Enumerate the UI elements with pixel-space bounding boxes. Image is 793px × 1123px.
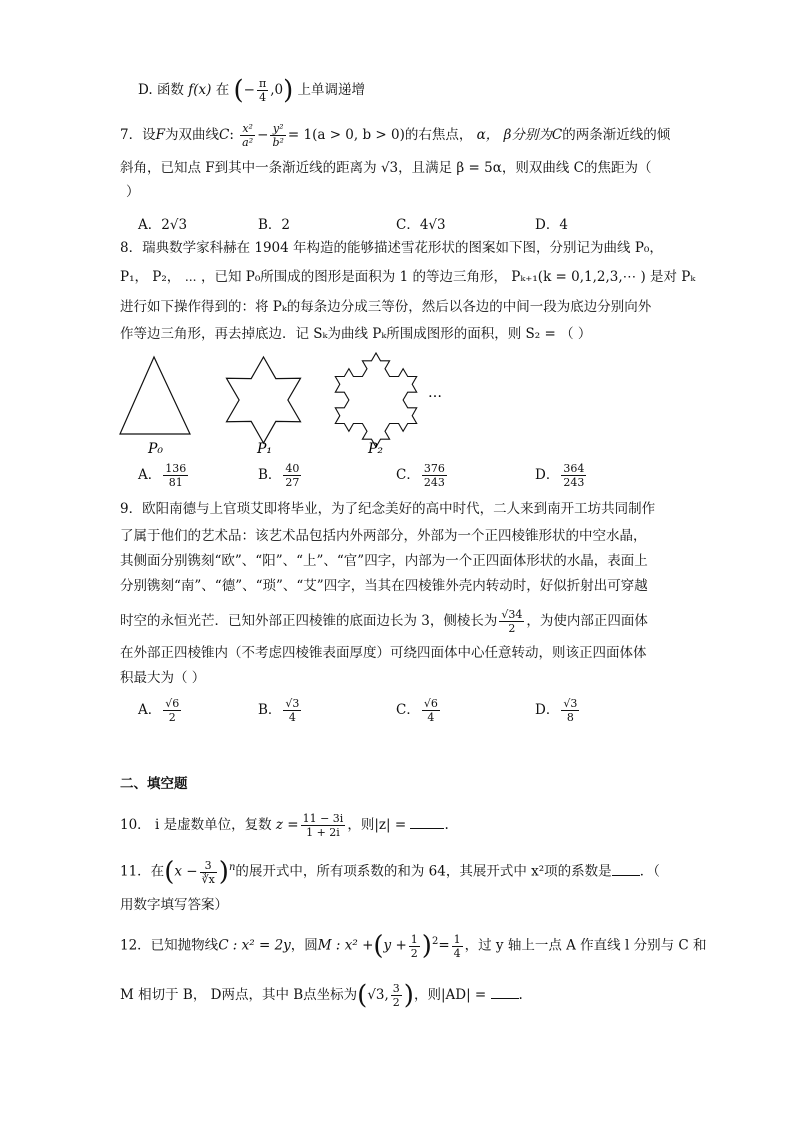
q9-option-b[interactable]: B． $\frac{√3}{4}$ (258, 697, 300, 724)
koch-label-p0: P₀ (148, 441, 164, 457)
q9-option-c[interactable]: C． $\frac{√6}{4}$ (396, 697, 438, 724)
q10-answer-blank[interactable] (410, 816, 444, 829)
koch-p2-shape (335, 353, 416, 447)
q9-line-3: 其侧面分别镌刻“欧”、“阳”、“上”、“官”四字，内部为一个正四面体形状的水晶，表面上 (120, 553, 648, 569)
q9-option-a[interactable]: A． $\frac{√6}{2}$ (138, 697, 180, 724)
section-fill-in-title: 二、填空题 (120, 776, 188, 792)
q9-line-4: 分别镌刻“南”、“德”、“琐”、“艾”四字，当其在四棱锥外壳内转动时，好似折射出可穿越 (120, 578, 648, 594)
q9-line-2: 了属于他们的艺术品：该艺术品包括内外两部分，外部为一个正四棱锥形状的中空水晶， (120, 528, 647, 544)
koch-label-p1: P₁ (257, 441, 273, 457)
koch-figure (110, 345, 470, 460)
q8-line-1: 8．瑞典数学家科赫在 1904 年构造的能够描述雪花形状的图案如下图，分别记为曲线 P₀， (120, 240, 663, 256)
q7-line-3: ） (126, 184, 140, 200)
q9-line-7: 积最大为（ ） (120, 670, 206, 686)
q10-line: 10． i 是虚数单位，复数 z = $\frac{11 - 3i}{1 + 2i}$ ，则|z| = . (120, 812, 449, 839)
q9-option-d[interactable]: D． $\frac{√3}{8}$ (535, 697, 578, 724)
q8-option-c[interactable]: C． $\frac{376}{243}$ (396, 462, 445, 489)
q6-option-d-label: D. (138, 82, 153, 98)
q12-line-2: M 相切于 B， D两点，其中 B点坐标为(√3, $\frac{3}{2}$ )，则|AD| = . (120, 980, 523, 1011)
q11-line-1: 11．在(x − $\frac{3}{∛x}$ )$^n$的展开式中，所有项系数的和为 64，其展开式中 x²项的系数是 ．（ (120, 857, 660, 887)
q8-line-4: 作等边三角形，再去掉底边．记 Sₖ为曲线 Pₖ所围成图形的面积，则 S₂ = （ ） (120, 326, 592, 342)
q7-option-a[interactable]: A．2√3 (138, 217, 188, 233)
q7-option-c[interactable]: C．4√3 (396, 217, 446, 233)
q11-answer-blank[interactable] (612, 863, 640, 876)
q9-line-5: 时空的永恒光芒．已知外部正四棱锥的底面边长为 3，侧棱长为 $\frac{√34}{2}$ ，为使内部正四面体 (120, 608, 648, 635)
koch-p0-shape (120, 357, 190, 434)
q7-option-d[interactable]: D．4 (535, 217, 568, 233)
q7-option-b[interactable]: B．2 (258, 217, 291, 233)
q11-line-2: 用数字填写答案） (120, 897, 228, 913)
q9-line-1: 9．欧阳南德与上官琐艾即将毕业，为了纪念美好的高中时代，二人来到南开工坊共同制作 (120, 501, 656, 517)
koch-ellipsis: … (428, 385, 442, 401)
q7-line-2: 斜角，已知点 F到其中一条渐近线的距离为 √3，且满足 β = 5α，则双曲线 C的焦距为（ (120, 160, 652, 176)
q9-line-6: 在外部正四棱锥内（不考虑四棱锥表面厚度）可绕四面体中心任意转动，则该正四面体体 (120, 645, 647, 661)
koch-label-p2: P₂ (368, 441, 384, 457)
q8-option-a[interactable]: A． $\frac{136}{81}$ (138, 462, 187, 489)
q7-line-1: 7．设F为双曲线C: $\frac{\text{x²}}{\text{a²}}$ − $\frac{\text{y²}}{\text{b²}}$ = 1(a > 0, b > 0)的右焦点， α， β分别为C的两条渐近线的倾 (120, 122, 671, 149)
q8-option-d[interactable]: D． $\frac{364}{243}$ (535, 462, 585, 489)
q8-option-b[interactable]: B． $\frac{40}{27}$ (258, 462, 300, 489)
q12-line-1: 12．已知抛物线C : x² = 2y，圆M : x² +(y + $\frac{1}{2}$ )$^2$= $\frac{1}{4}$ ，过 y 轴上一点 A 作直线 l 分别与 C 和 (120, 931, 707, 961)
q6-option-d: D. 函数 f(x) 在 (− $\frac{\pi}{4}$ ,0) 上单调递增 (138, 75, 366, 106)
q8-line-2: P₁， P₂， ⋯ ，已知 P₀所围成的图形是面积为 1 的等边三角形， Pₖ₊₁(k = 0,1,2,3,⋯ ) 是对 Pₖ (120, 269, 696, 285)
koch-p1-shape (227, 357, 301, 443)
q12-answer-blank[interactable] (491, 986, 519, 999)
q8-line-3: 进行如下操作得到的：将 Pₖ的每条边分成三等份，然后以各边的中间一段为底边分别向外 (120, 299, 652, 315)
